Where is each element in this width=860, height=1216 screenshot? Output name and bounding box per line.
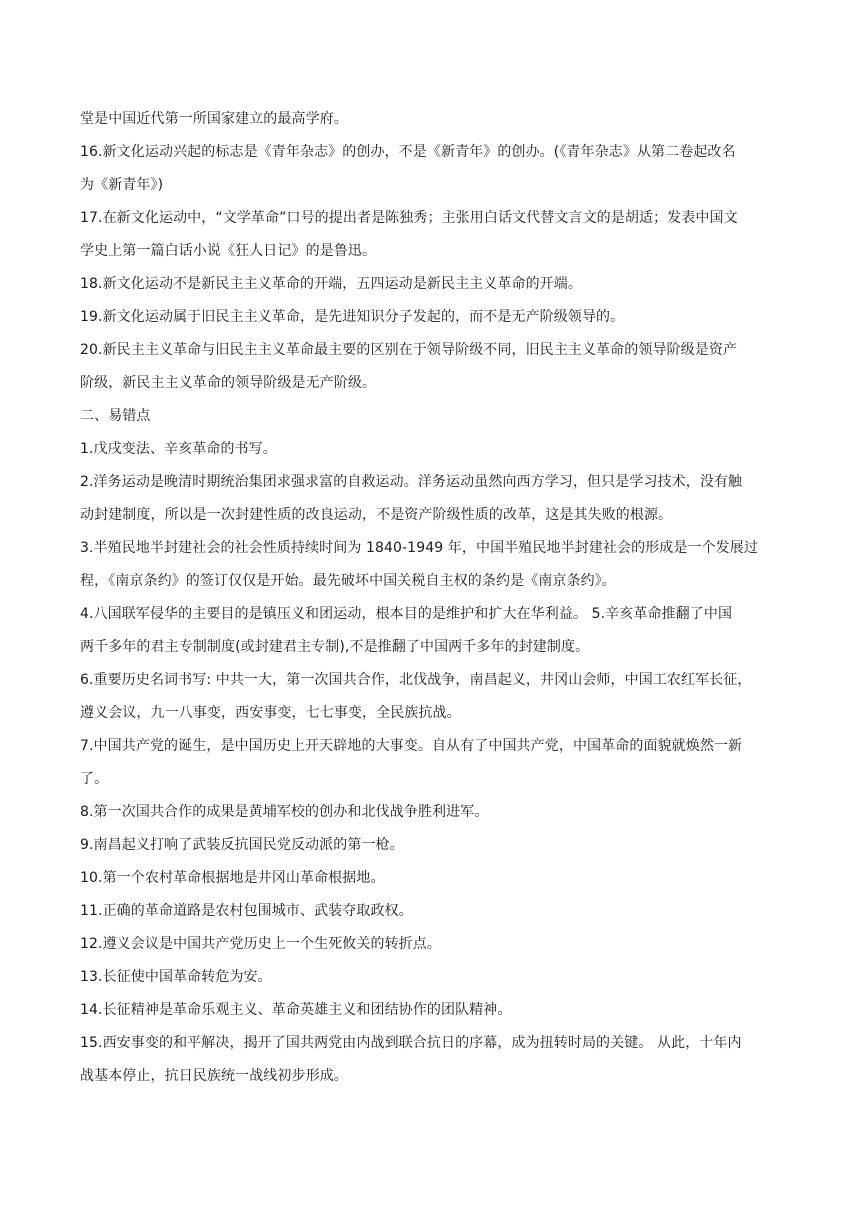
paragraph <box>80 862 784 895</box>
text-line: 17.在新文化运动中，“文学革命”口号的提出者是陈独秀；主张用白话文代替文言文的是胡适；发表中国文 <box>80 210 738 226</box>
text-line: 为《新青年》) <box>80 177 164 193</box>
text-line: 二、易错点 <box>80 408 151 424</box>
paragraph <box>80 400 784 433</box>
paragraph <box>80 994 784 1027</box>
paragraph <box>80 796 784 829</box>
text-line: 16.新文化运动兴起的标志是《青年杂志》的创办，不是《新青年》的创办。(《青年杂志》从第二卷起改名 <box>80 144 736 160</box>
text-line: 3.半殖民地半封建社会的社会性质持续时间为 1840-1949 年，中国半殖民地半封建社会的形成是一个发展过 <box>80 540 758 556</box>
text-line: 10.第一个农村革命根据地是井冈山革命根据地。 <box>80 870 385 886</box>
text-line: 堂是中国近代第一所国家建立的最高学府。 <box>80 111 348 127</box>
text-line: 2.洋务运动是晚清时期统治集团求强求富的自救运动。洋务运动虽然向西方学习，但只是学习技术，没有触 <box>80 474 743 490</box>
text-line: 14.长征精神是革命乐观主义、革命英雄主义和团结协作的团队精神。 <box>80 1002 512 1018</box>
paragraph <box>80 136 784 202</box>
text-line: 12.遵义会议是中国共产党历史上一个生死攸关的转折点。 <box>80 936 441 952</box>
paragraph <box>80 301 784 334</box>
text-line: 动封建制度，所以是一次封建性质的改良运动，不是资产阶级性质的改革，这是其失败的根源。 <box>80 507 673 523</box>
text-line: 遵义会议，九一八事变，西安事变，七七事变，全民族抗战。 <box>80 705 461 721</box>
paragraph <box>80 532 784 598</box>
paragraph <box>80 103 784 136</box>
text-line: 程，《南京条约》的签订仅仅是开始。最先破坏中国关税自主权的条约是《南京条约》。 <box>80 573 616 589</box>
text-line: 8.第一次国共合作的成果是黄埔军校的创办和北伐战争胜利进军。 <box>80 804 489 820</box>
text-line: 阶级，新民主主义革命的领导阶级是无产阶级。 <box>80 375 377 391</box>
paragraph <box>80 664 784 730</box>
text-line: 两千多年的君主专制制度(或封建君主专制),不是推翻了中国两千多年的封建制度。 <box>80 639 590 655</box>
text-line: 战基本停止，抗日民族统一战线初步形成。 <box>80 1068 348 1084</box>
paragraph <box>80 202 784 268</box>
paragraph <box>80 1027 784 1093</box>
text-line: 4.八国联军侵华的主要目的是镇压义和团运动，根本目的是维护和扩大在华利益。 5.辛亥革命推翻了中国 <box>80 606 733 622</box>
text-line: 9.南昌起义打响了武装反抗国民党反动派的第一枪。 <box>80 837 404 853</box>
text-line: 6.重要历史名词书写: 中共一大，第一次国共合作，北伐战争，南昌起义，井冈山会师，中国工农红军长征， <box>80 672 752 688</box>
text-line: 了。 <box>80 771 109 787</box>
text-line: 11.正确的革命道路是农村包围城市、武装夺取政权。 <box>80 903 413 919</box>
paragraph <box>80 268 784 301</box>
document-body <box>80 103 784 1093</box>
paragraph <box>80 895 784 928</box>
text-line: 1.戊戌变法、辛亥革命的书写。 <box>80 441 277 457</box>
text-line: 7.中国共产党的诞生，是中国历史上开天辟地的大事变。自从有了中国共产党，中国革命的面貌就焕然一新 <box>80 738 743 754</box>
paragraph <box>80 730 784 796</box>
paragraph <box>80 961 784 994</box>
paragraph <box>80 829 784 862</box>
paragraph <box>80 928 784 961</box>
paragraph <box>80 466 784 532</box>
text-line: 学史上第一篇白话小说《狂人日记》的是鲁迅。 <box>80 243 377 259</box>
text-line: 15.西安事变的和平解决，揭开了国共两党由内战到联合抗日的序幕，成为扭转时局的关键。 从此，十年内 <box>80 1035 742 1051</box>
paragraph <box>80 598 784 664</box>
text-line: 18.新文化运动不是新民主主义革命的开端，五四运动是新民主主义革命的开端。 <box>80 276 582 292</box>
text-line: 13.长征使中国革命转危为安。 <box>80 969 272 985</box>
text-line: 19.新文化运动属于旧民主主义革命，是先进知识分子发起的，而不是无产阶级领导的。 <box>80 309 625 325</box>
text-line: 20.新民主主义革命与旧民主主义革命最主要的区别在于领导阶级不同，旧民主主义革命的领导阶级是资产 <box>80 342 738 358</box>
paragraph <box>80 334 784 400</box>
paragraph <box>80 433 784 466</box>
